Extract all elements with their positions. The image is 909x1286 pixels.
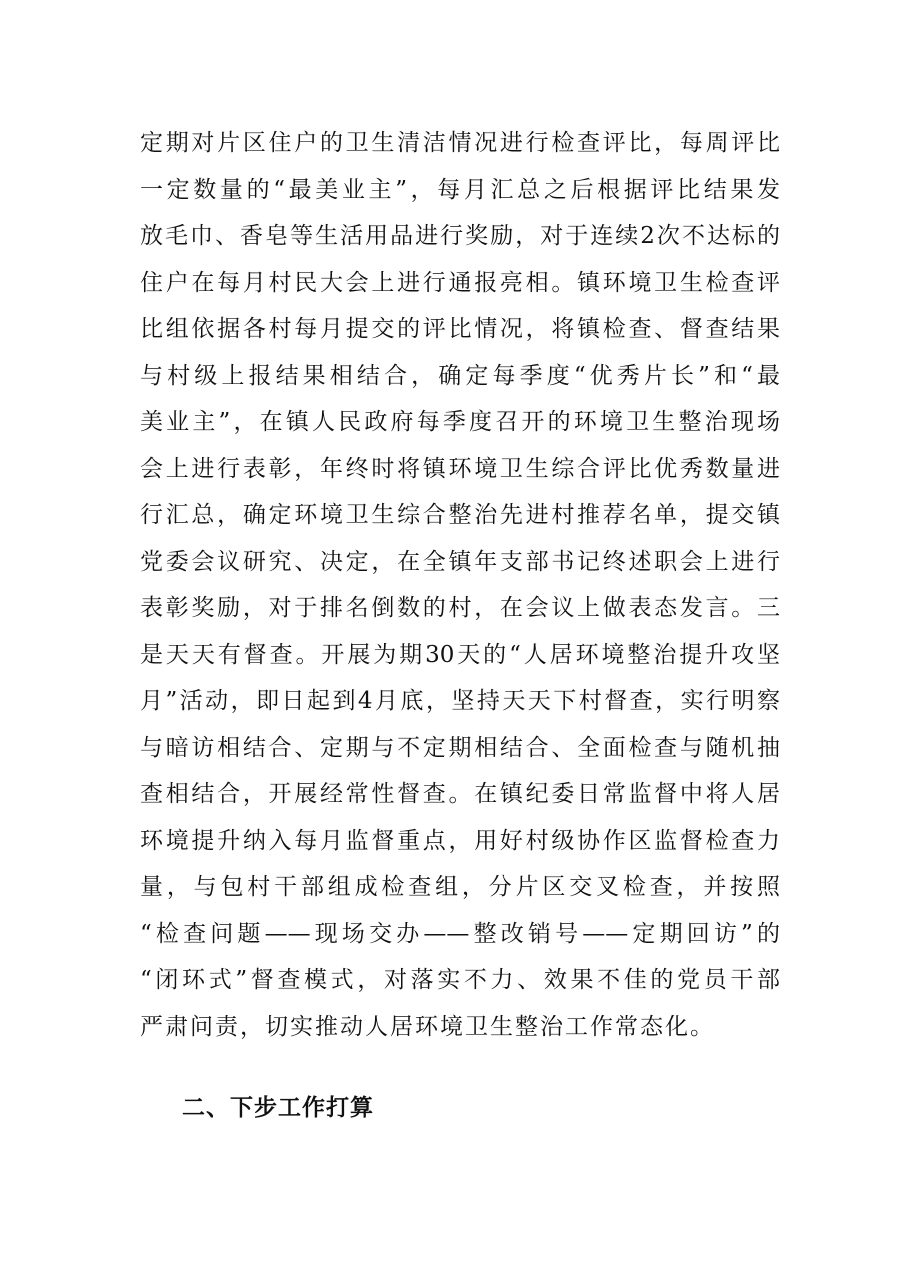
text-line: 月”活动，即日起到4月底，坚持天天下村督查，实行明察 [140, 688, 780, 714]
text-line: 放毛巾、香皂等生活用品进行奖励，对于连续2次不达标的 [140, 223, 780, 249]
text-line: 量，与包村干部组成检查组，分片区交叉检查，并按照 [140, 874, 780, 900]
body-paragraph [140, 120, 780, 1050]
text-line: 住户在每月村民大会上进行通报亮相。镇环境卫生检查评 [140, 269, 780, 296]
text-line-last: 严肃问责，切实推动人居环境卫生整治工作常态化。 [140, 1013, 715, 1040]
text-line: 美业主”，在镇人民政府每季度召开的环境卫生整治现场 [140, 409, 780, 435]
text-line: 比组依据各村每月提交的评比情况，将镇检查、督查结果 [140, 316, 780, 342]
text-line: 定期对片区住户的卫生清洁情况进行检查评比，每周评比 [140, 130, 780, 156]
text-line: 与暗访相结合、定期与不定期相结合、全面检查与随机抽 [140, 734, 780, 761]
text-line: 与村级上报结果相结合，确定每季度“优秀片长”和“最 [140, 362, 780, 389]
text-line: 一定数量的“最美业主”，每月汇总之后根据评比结果发 [140, 176, 780, 203]
text-line: 党委会议研究、决定，在全镇年支部书记终述职会上进行 [140, 548, 780, 575]
text-line: “闭环式”督查模式，对落实不力、效果不佳的党员干部 [140, 967, 780, 993]
text-line: 查相结合，开展经常性督查。在镇纪委日常监督中将人居 [140, 781, 780, 807]
section-heading: 二、下步工作打算 [182, 1095, 374, 1121]
text-line: 是天天有督查。开展为期30天的“人居环境整治提升攻坚 [140, 641, 780, 668]
text-line: 行汇总，确定环境卫生综合整治先进村推荐名单，提交镇 [140, 502, 780, 528]
text-line: “检查问题——现场交办——整改销号——定期回访”的 [140, 920, 780, 947]
text-line: 会上进行表彰，年终时将镇环境卫生综合评比优秀数量进 [140, 455, 780, 482]
text-line: 表彰奖励，对于排名倒数的村，在会议上做表态发言。三 [140, 595, 780, 621]
text-line: 环境提升纳入每月监督重点，用好村级协作区监督检查力 [140, 827, 780, 854]
